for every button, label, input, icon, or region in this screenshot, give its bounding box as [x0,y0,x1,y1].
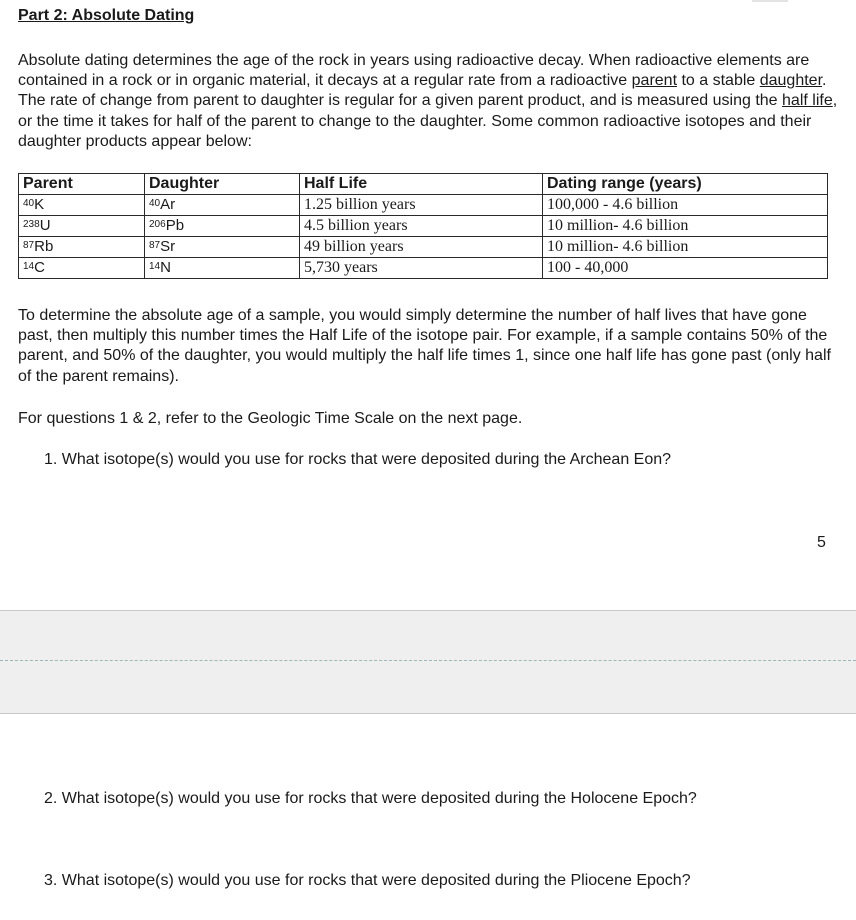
daughter-isotope: $^{206}$Pb [145,216,300,237]
explanation-paragraph: To determine the absolute age of a sample, you would simply determine the number of half lives that have gone past, then multiply this number times the Half Life of the isotope pair. For example, if a sample contains 50% of the parent, and 50% of the daughter, you would multiply the half life times 1, since one half life has gone past (only half of the parent remains). [18,307,831,385]
half-life-value: 1.25 billion years [300,195,543,216]
header-half-life: Half Life [300,174,543,195]
page-break-divider [0,660,856,661]
daughter-isotope: $^{40}$Ar [145,195,300,216]
half-life-value: 4.5 billion years [300,216,543,237]
parent-isotope: $^{14}$C [19,258,145,279]
dating-range-value: 100 - 40,000 [543,258,828,279]
intro-text-1: Absolute dating determines the age of the rock in years using radioactive decay. When radioactive elements are contained in a rock or in organic material, it decays at a regular rate from a radioactive [18,52,810,90]
parent-isotope: $^{87}$Rb [19,237,145,258]
section-title: Part 2: Absolute Dating [18,7,195,24]
intro-text-2: to a stable [677,72,760,90]
term-half-life: half life [782,92,833,110]
table-row [19,258,828,279]
isotope-table [18,173,828,279]
dating-range-value: 10 million- 4.6 billion [543,237,828,258]
question-2: 2. What isotope(s) would you use for rocks that were deposited during the Holocene Epoch? [44,790,697,807]
table-row [19,237,828,258]
half-life-value: 49 billion years [300,237,543,258]
intro-text-3: . The rate of change from parent to daughter is regular for a given parent product, and is measured using the [18,72,827,110]
table-row [19,195,828,216]
question-1: 1. What isotope(s) would you use for rocks that were deposited during the Archean Eon? [44,451,672,468]
dating-range-value: 10 million- 4.6 billion [543,216,828,237]
dating-range-value: 100,000 - 4.6 billion [543,195,828,216]
page-edge-mark [752,0,788,2]
page-break-band [0,610,856,714]
header-dating-range: Dating range (years) [543,174,828,195]
term-daughter: daughter [759,72,823,90]
parent-isotope: $^{40}$K [19,195,145,216]
header-parent: Parent [19,174,145,195]
term-parent: parent [631,72,678,90]
page-number: 5 [817,534,826,551]
parent-isotope: $^{238}$U [19,216,145,237]
half-life-value: 5,730 years [300,258,543,279]
question-3: 3. What isotope(s) would you use for rocks that were deposited during the Pliocene Epoch? [44,872,691,889]
daughter-isotope: $^{87}$Sr [145,237,300,258]
instruction-text: For questions 1 & 2, refer to the Geologic Time Scale on the next page. [18,410,523,427]
header-daughter: Daughter [145,174,300,195]
intro-paragraph [18,51,838,152]
table-header-row [19,174,828,195]
daughter-isotope: $^{14}$N [145,258,300,279]
intro-text-4: , or the time it takes for half of the parent to change to the daughter. Some common radioactive isotopes and their daughter products appear below: [18,92,838,150]
table-row [19,216,828,237]
